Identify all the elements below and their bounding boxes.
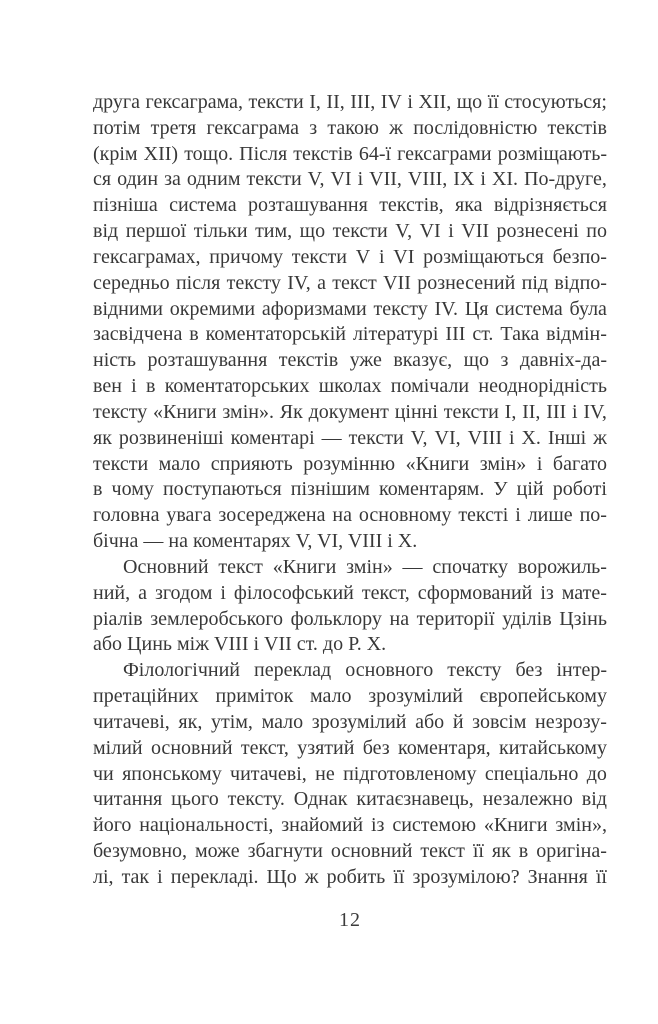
text-line: відними окремими афоризмами тексту IV. Ця система була xyxy=(93,297,607,320)
text-line: тексти мало сприяють розумінню «Книги змін» і багато xyxy=(93,452,607,475)
text-line: ний, а згодом і філософський текст, сформований із мате- xyxy=(93,581,607,604)
page-number: 12 xyxy=(339,909,361,931)
text-line: друга гексаграма, тексти I, II, III, IV і XII, що її стосуються; xyxy=(93,91,607,113)
text-line: вен і в коментаторських школах помічали неоднорідність xyxy=(93,375,607,398)
text-line: головна увага зосереджена на основному тексті і лише по- xyxy=(93,504,607,527)
text-line: в чому поступаються пізнішим коментарям. У цій роботі xyxy=(93,478,607,501)
text-line: як розвиненіші коментарі — тексти V, VI, VIII і X. Інші ж xyxy=(93,426,607,449)
text-line: чи японському читачеві, не підготовленому спеціально до xyxy=(93,762,607,785)
text-line: гексаграмах, причому тексти V і VI розміщаються безпо- xyxy=(93,245,607,268)
text-line: від першої тільки тим, що тексти V, VI і VII рознесені по xyxy=(93,220,607,243)
text-line: або Цинь між VIII і VII ст. до Р. Х. xyxy=(93,633,387,656)
text-line: (крім XII) тощо. Після текстів 64-ї гексаграми розміщають- xyxy=(93,142,607,165)
text-line: засвідчена в коментаторській літературі III ст. Така відмін- xyxy=(93,323,607,346)
text-block xyxy=(93,90,607,891)
text-line: Основний текст «Книги змін» — спочатку ворожиль- xyxy=(123,555,607,578)
text-line: претаційних приміток мало зрозумілий європейському xyxy=(93,685,607,708)
text-line: лі, так і перекладі. Що ж робить її зрозумілою? Знання її xyxy=(93,865,607,888)
text-line: середньо після тексту IV, а текст VII рознесений під відпо- xyxy=(93,271,607,294)
text-line: безумовно, може збагнути основний текст її як в оригіна- xyxy=(93,840,607,863)
text-line: потім третя гексаграма з такою ж послідовністю текстів xyxy=(93,116,607,139)
text-line: бічна — на коментарях V, VI, VIII і X. xyxy=(93,530,418,553)
text-line: читачеві, як, утім, мало зрозумілий або й зовсім незрозу- xyxy=(93,710,607,733)
text-line: його національності, знайомий із системою «Книги змін», xyxy=(93,814,607,837)
text-line: Філологічний переклад основного тексту без інтер- xyxy=(123,659,607,682)
text-line: ріалів землеробського фольклору на території уділів Цзінь xyxy=(93,607,607,630)
text-line: мілий основний текст, узятий без коментаря, китайському xyxy=(93,736,607,759)
text-line: ся один за одним тексти V, VI і VII, VIII, IX і XI. По-друге, xyxy=(93,168,607,191)
text-line: тексту «Книги змін». Як документ цінні тексти I, II, III і IV, xyxy=(93,400,607,423)
text-line: ність розташування текстів уже вказує, що з давніх-да- xyxy=(93,349,607,372)
text-line: пізніша система розташування текстів, яка відрізняється xyxy=(93,194,607,217)
text-line: читання цього тексту. Однак китаєзнавець, незалежно від xyxy=(93,788,607,811)
